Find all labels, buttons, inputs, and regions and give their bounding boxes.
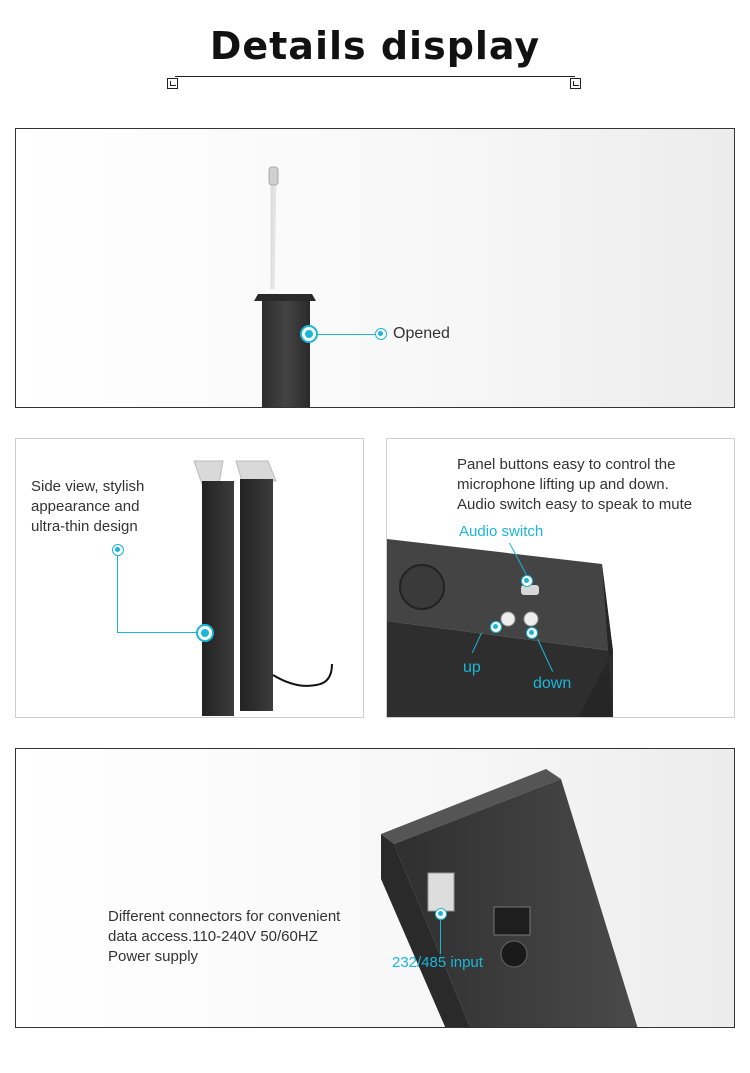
connectors-caption-line-3: Power supply: [108, 948, 199, 965]
up-label: up: [463, 659, 481, 676]
buttons-caption-line-3: Audio switch easy to speak to mute: [457, 496, 693, 513]
opened-connector-line: [318, 334, 376, 335]
audio-switch-label: Audio switch: [459, 523, 544, 540]
divider-ornament-right: [570, 78, 581, 89]
lifter-device-image: [16, 129, 735, 408]
connectors-caption-line-1: Different connectors for convenient: [108, 908, 341, 925]
panel-buttons: [386, 438, 735, 718]
page-title: Details display: [209, 24, 541, 68]
down-label: down: [533, 675, 572, 692]
side-connector-vertical: [117, 555, 118, 633]
side-label-dot: [112, 544, 124, 556]
side-hotspot: [196, 624, 214, 642]
audio-switch-hotspot: [521, 575, 533, 587]
side-caption-line-1: Side view, stylish: [31, 478, 145, 495]
panel-side-view: [15, 438, 364, 718]
buttons-caption-line-1: Panel buttons easy to control the: [457, 456, 676, 473]
connectors-device-image: [16, 749, 735, 1028]
opened-hotspot: [300, 325, 318, 343]
side-caption-line-2: appearance and: [31, 498, 140, 515]
input-hotspot: [435, 908, 447, 920]
divider-ornament-left: [167, 78, 178, 89]
title-divider: [175, 76, 575, 77]
panel-connectors: [15, 748, 735, 1028]
panel-opened: [15, 128, 735, 408]
down-hotspot: [526, 627, 538, 639]
side-caption-line-3: ultra-thin design: [31, 518, 138, 535]
input-label: 232/485 input: [392, 954, 483, 971]
opened-label: Opened: [393, 325, 450, 342]
opened-label-dot: [375, 328, 387, 340]
input-line: [440, 920, 441, 954]
buttons-caption-line-2: microphone lifting up and down.: [457, 476, 669, 493]
up-hotspot: [490, 621, 502, 633]
side-connector-horizontal: [117, 632, 197, 633]
connectors-caption-line-2: data access.110-240V 50/60HZ: [108, 928, 318, 945]
